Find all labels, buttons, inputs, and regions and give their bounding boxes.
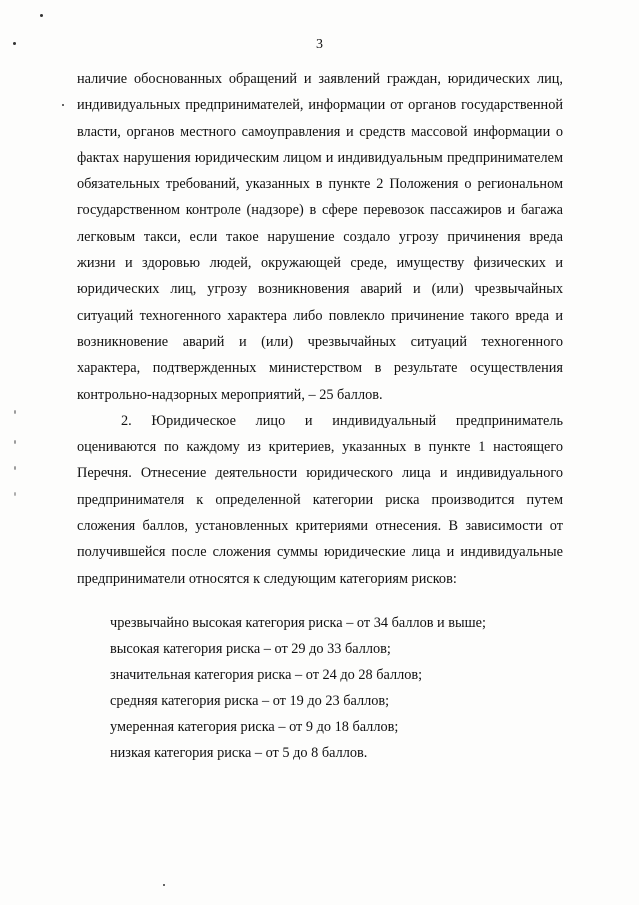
list-item: умеренная категория риска – от 9 до 18 баллов; <box>110 718 399 735</box>
body-text <box>77 66 563 766</box>
list-item: значительная категория риска – от 24 до 28 баллов; <box>110 666 423 683</box>
risk-category-list <box>110 610 563 766</box>
scan-speck <box>62 104 64 106</box>
scan-speck <box>14 440 16 444</box>
scan-speck <box>14 466 16 470</box>
scan-speck <box>14 492 16 496</box>
list-item: высокая категория риска – от 29 до 33 баллов; <box>110 640 391 657</box>
scan-speck <box>163 884 165 886</box>
list-item: средняя категория риска – от 19 до 23 баллов; <box>110 692 390 709</box>
paragraph-point-2: 2. Юридическое лицо и индивидуальный предприниматель оцениваются по каждому из критериев, указанных в пункте 1 настоящего Перечня. Отнесение деятельности юридического лица и индивидуального предпринимателя к определенной категории риска производится путем сложения баллов, установленных критериями отнесения. В зависимости от получившейся после сложения суммы юридические лица и индивидуальные предприниматели относятся к следующим категориям рисков: <box>77 412 563 587</box>
page-number: 3 <box>316 37 323 52</box>
scan-speck <box>14 410 16 414</box>
scan-speck <box>40 14 43 17</box>
paragraph-criterion: наличие обоснованных обращений и заявлений граждан, юридических лиц, индивидуальных предпринимателей, информации от органов государственной власти, органов местного самоуправления и средств массовой информации о фактах нарушения юридическим лицом и индивидуальным предпринимателем обязательных требований, указанных в пункте 2 Положения о региональном государственном контроле (надзоре) в сфере перевозок пассажиров и багажа легковым такси, если такое нарушение создало угрозу причинения вреда жизни и здоровью людей, окружающей среде, имуществу физических и юридических лиц, угрозу возникновения аварий и (или) чрезвычайных ситуаций техногенного характера либо повлекло причинение такого вреда и возникновение аварий и (или) чрезвычайных ситуаций техногенного характера, подтвержденных министерством в результате осуществления контрольно-надзорных мероприятий, – 25 баллов. <box>77 71 563 403</box>
list-item: чрезвычайно высокая категория риска – от 34 баллов и выше; <box>110 614 486 631</box>
list-item: низкая категория риска – от 5 до 8 баллов. <box>110 744 368 761</box>
